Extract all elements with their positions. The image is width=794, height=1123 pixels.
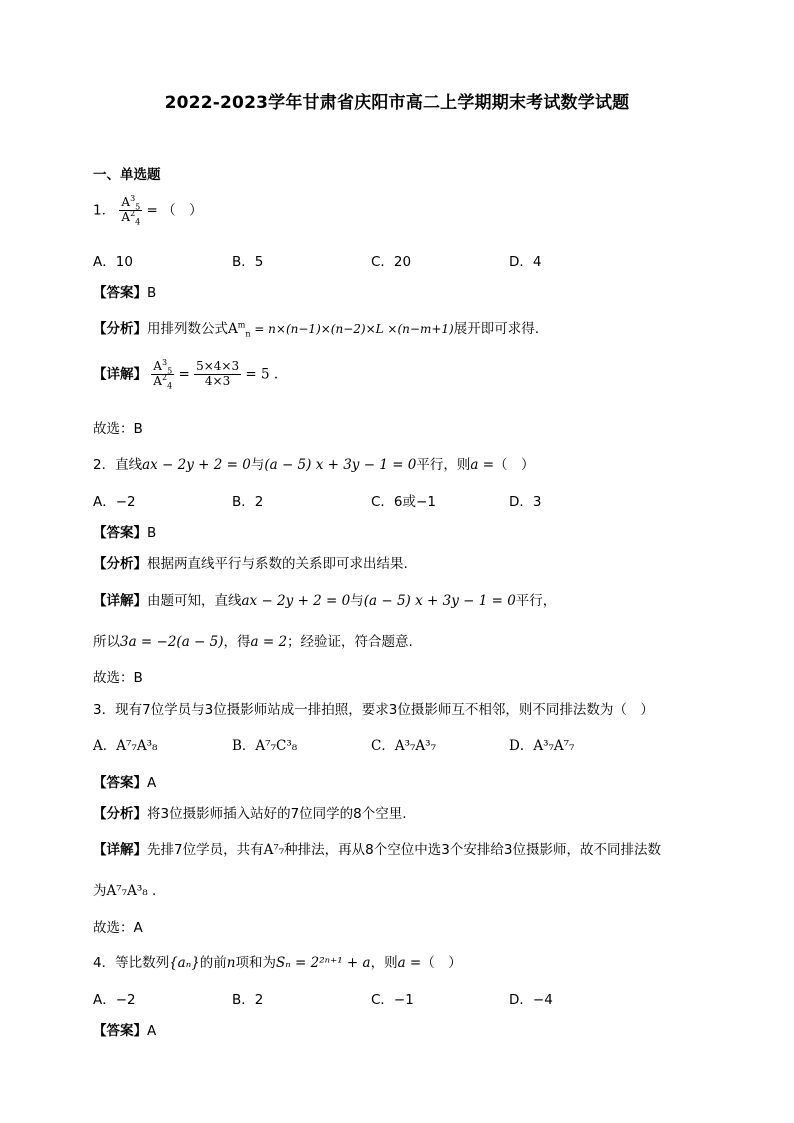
question-1-stem bbox=[93, 196, 203, 225]
q3-choice: 故选：A bbox=[93, 920, 143, 936]
q4-option-a: A．−2 bbox=[93, 992, 136, 1008]
section-heading: 一、单选题 bbox=[93, 167, 161, 183]
fraction: $\frac{A^3_5}{A^2_4}$ bbox=[153, 358, 173, 391]
q2-option-d: D．3 bbox=[509, 494, 542, 510]
question-3-stem: 3．现有7位学员与3位摄影师站成一排拍照，要求3位摄影师互不相邻，则不同排法数为（ ） bbox=[93, 702, 654, 718]
page-title: 2022-2023学年甘肃省庆阳市高二上学期期末考试数学试题 bbox=[164, 93, 630, 113]
q2-detail: 【详解】由题可知，直线ax − 2y + 2 = 0与(a − 5) x + 3y − 1 = 0平行， bbox=[93, 593, 557, 609]
fraction: $\frac{5\times 4\times 3}{4\times 3}$ bbox=[196, 359, 240, 388]
q2-detail-line2: 所以3a = −2(a − 5)，得a = 2；经验证，符合题意. bbox=[93, 634, 413, 650]
q2-analysis: 【分析】根据两直线平行与系数的关系即可求出结果. bbox=[93, 556, 408, 572]
q3-answer: 【答案】A bbox=[93, 775, 157, 791]
q4-answer: 【答案】A bbox=[93, 1023, 157, 1039]
answer-tag: 【答案】 bbox=[93, 285, 147, 301]
q3-detail-line2: 为A⁷₇A³₈ . bbox=[93, 883, 157, 899]
q2-option-a: A．−2 bbox=[93, 494, 136, 510]
q2-choice: 故选：B bbox=[93, 670, 143, 686]
q3-option-d: D．A³₇A⁷₇ bbox=[509, 738, 575, 754]
q4-option-d: D．−4 bbox=[509, 992, 553, 1008]
question-tail: = （ ） bbox=[146, 202, 203, 219]
q2-option-c: C．6或−1 bbox=[371, 494, 436, 510]
question-4-stem: 4．等比数列{aₙ}的前n项和为Sₙ = 2²ⁿ⁺¹ + a，则a =（ ） bbox=[93, 955, 462, 971]
q1-analysis: 【分析】用排列数公式$A^m_n = n\times(n-1)\times(n-2)\times L \times(n-m+1)$展开即可求得. bbox=[93, 320, 539, 339]
q4-option-b: B．2 bbox=[232, 992, 264, 1008]
q3-detail: 【详解】先排7位学员，共有A⁷₇种排法，再从8个空位中选3个安排给3位摄影师，故不同排法数 bbox=[93, 842, 661, 858]
q1-answer bbox=[93, 281, 156, 301]
q3-option-a: A．A⁷₇A³₈ bbox=[93, 738, 158, 754]
fraction: $\frac{A^3_5}{A^2_4}$ bbox=[121, 194, 141, 227]
q1-option-b: B．5 bbox=[232, 254, 264, 270]
q1-option-c: C．20 bbox=[371, 254, 412, 270]
answer-value: B bbox=[147, 285, 157, 301]
q1-option-a: A．10 bbox=[93, 254, 133, 270]
q3-analysis: 【分析】将3位摄影师插入站好的7位同学的8个空里. bbox=[93, 806, 407, 822]
permutation-formula: $A^m_n = n\times(n-1)\times(n-2)\times L \times(n-m+1)$ bbox=[228, 320, 454, 339]
q2-option-b: B．2 bbox=[232, 494, 264, 510]
q2-answer: 【答案】B bbox=[93, 525, 157, 541]
question-number: 1． bbox=[93, 202, 116, 219]
q1-detail: 【详解】 $\frac{A^3_5}{A^2_4}$ = $\frac{5\times 4\times 3}{4\times 3}$ = 5 . bbox=[93, 358, 279, 391]
q4-option-c: C．−1 bbox=[371, 992, 414, 1008]
analysis-tag: 【分析】 bbox=[93, 321, 147, 337]
q3-option-c: C．A³₇A³₇ bbox=[371, 738, 436, 754]
detail-tag: 【详解】 bbox=[93, 366, 147, 383]
q3-option-b: B．A⁷₇C³₈ bbox=[232, 738, 298, 754]
q1-choice: 故选：B bbox=[93, 421, 143, 437]
q1-option-d: D．4 bbox=[509, 254, 542, 270]
question-2-stem: 2．直线ax − 2y + 2 = 0与(a − 5) x + 3y − 1 = 0平行，则a =（ ） bbox=[93, 457, 535, 473]
